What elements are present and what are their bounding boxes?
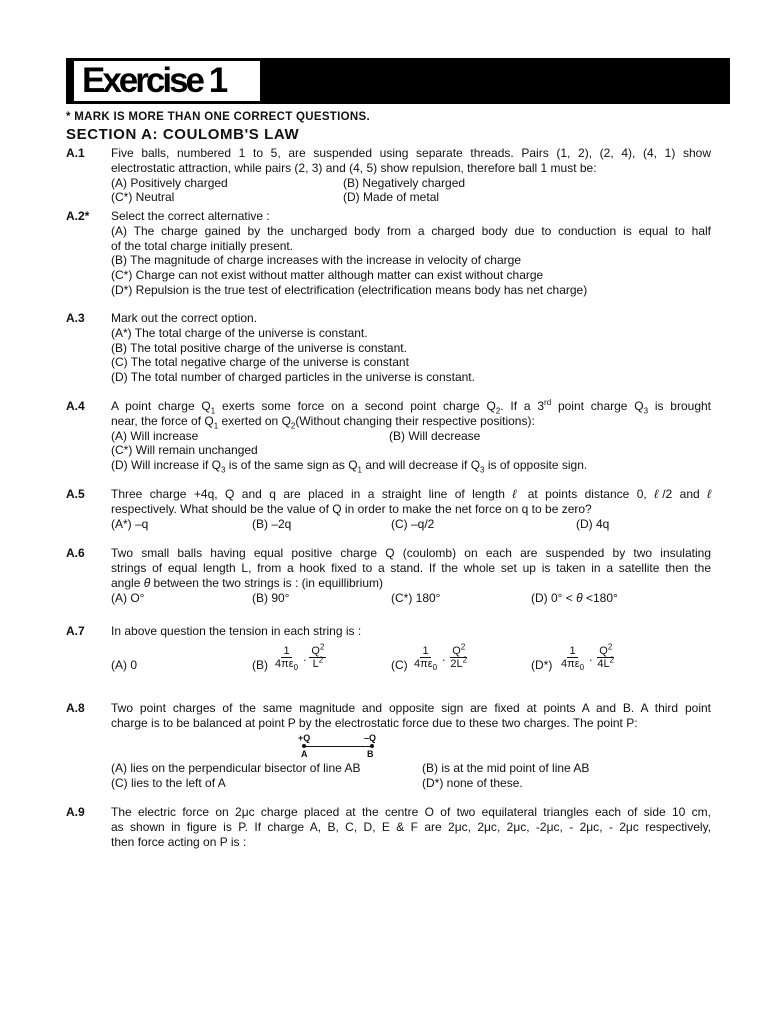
- question-text: near, the force of $Q_1$ exerted on $Q_2(Without$ changing their respective positions):: [111, 413, 535, 431]
- option-d-label: (D*): [531, 657, 553, 672]
- option-d: (D) 0° < θ <180°: [531, 591, 618, 606]
- question-text: strings of equal length L, from a hook fixed to a stand. If the whole set up is taken in a satellite then the: [111, 560, 711, 575]
- option-c-label: (C): [391, 657, 408, 672]
- question-text: as shown in figure is P. If charge A, B, C, D, E & F are 2μc, 2μc, 2μc, -2μc, - 2μc, - 2μc respectively,: [111, 819, 712, 834]
- plus-q-text: +Q: [298, 733, 311, 743]
- line-ab: [304, 746, 372, 747]
- option-c-formula: $\frac{1}{4\pi\varepsilon_0}$ . $\frac{Q^2}{2L^2}$: [414, 642, 468, 672]
- option-d: (D) Will increase if $Q_3$ is of the same sign as $Q_1$ and will decrease if $Q_3$ is of opposite sign.: [111, 458, 588, 475]
- question-text: electrostatic attraction, while pairs (2, 3) and (4, 5) show repulsion, therefore ball 1 must be:: [111, 160, 597, 175]
- point-b-dot: [370, 744, 374, 748]
- option-c: (C) lies to the left of A: [111, 775, 226, 790]
- option-a-cont: of the total charge initially present.: [111, 238, 294, 253]
- question-text: The electric force on 2μc charge placed at the centre O of two equilateral triangles each of side 10 cm,: [111, 805, 711, 819]
- question-text: charge is to be balanced at point P by the electrostatic force due to these two charges. The point P:: [111, 715, 638, 730]
- question-number: A.4: [66, 399, 85, 413]
- point-a-label: A: [301, 749, 308, 759]
- minus-q-text: –Q: [364, 733, 377, 743]
- option-b-label: (B): [252, 657, 268, 672]
- option-a: (A) lies on the perpendicular bisector of line AB: [111, 761, 361, 775]
- ab-diagram-box: [298, 733, 388, 763]
- question-text: Select the correct alternative :: [111, 209, 270, 223]
- multiple-correct-note: * MARK IS MORE THAN ONE CORRECT QUESTIONS.: [66, 111, 370, 123]
- question-text: angle θ between the two strings is : (in equillibrium): [111, 575, 383, 590]
- question-number: A.3: [66, 311, 85, 325]
- option-c: (C) The total negative charge of the universe is constant: [111, 355, 409, 370]
- banner-title-box: [74, 61, 260, 101]
- option-b: (B) 90°: [252, 591, 290, 606]
- option-d: (D*) none of these.: [422, 775, 523, 790]
- option-c: (C*) Will remain unchanged: [111, 443, 258, 458]
- option-b: (B) The total positive charge of the universe is constant.: [111, 340, 407, 355]
- option-c: (C) –q/2: [391, 516, 435, 531]
- option-a: (A) 0: [111, 657, 138, 672]
- question-text: Two point charges of the same magnitude and opposite sign are fixed at points A and B. A third point: [111, 701, 711, 715]
- question-text: Mark out the correct option.: [111, 311, 258, 325]
- option-a: (A) Positively charged: [111, 175, 228, 190]
- option-a: (A) Will increase: [111, 428, 199, 443]
- option-b-formula: $\frac{1}{4\pi\varepsilon_0}$ . $\frac{Q^2}{L^2}$: [275, 642, 325, 672]
- option-b: (B) Negatively charged: [343, 175, 466, 190]
- question-number: A.9: [66, 805, 85, 819]
- question-text: then force acting on P is :: [111, 834, 247, 849]
- point-b-label: B: [367, 749, 374, 759]
- question-number: A.1: [66, 146, 85, 160]
- option-a: (A) The charge gained by the uncharged body from a charged body due to conduction is equal to half: [111, 223, 711, 238]
- option-d: (D) Made of metal: [343, 190, 440, 205]
- point-a-dot: [302, 744, 306, 748]
- option-a: (A*) –q: [111, 516, 149, 531]
- question-number: A.2*: [66, 209, 90, 223]
- question-number: A.7: [66, 624, 85, 638]
- exercise-banner: [66, 58, 730, 104]
- option-d: (D*) Repulsion is the true test of electrification (electrification means body has net charge): [111, 282, 588, 297]
- question-text: Two small balls having equal positive charge Q (coulomb) on each are suspended by two insulating: [111, 546, 711, 560]
- option-d: (D) 4q: [576, 516, 610, 531]
- option-c: (C*) 180°: [391, 591, 441, 606]
- option-c: (C*) Charge can not exist without matter although matter can exist without charge: [111, 268, 544, 283]
- option-b: (B) –2q: [252, 516, 292, 531]
- question-text: In above question the tension in each string is :: [111, 624, 362, 638]
- option-d-formula: $\frac{1}{4\pi\varepsilon_0}$ . $\frac{Q^2}{4L^2}$: [561, 642, 615, 672]
- section-heading: SECTION A: COULOMB'S LAW: [66, 126, 300, 143]
- question-text: A point charge $Q_1$ exerts some force on a second point charge $Q_2$. If a 3rd point charge $Q_3$ is brought: [111, 398, 711, 416]
- question-number: A.5: [66, 487, 85, 501]
- question-text: Five balls, numbered 1 to 5, are suspended using separate threads. Pairs (1, 2), (2, 4), (4, 1) show: [111, 146, 711, 160]
- question-text: Three charge +4q, Q and q are placed in a straight line of length ℓ at points distance 0, ℓ/2 and ℓ: [111, 487, 711, 501]
- option-d: (D) The total number of charged particles in the universe is constant.: [111, 370, 475, 385]
- option-a: (A) O°: [111, 591, 145, 606]
- question-number: A.6: [66, 546, 85, 560]
- option-b: (B) The magnitude of charge increases with the increase in velocity of charge: [111, 253, 521, 268]
- option-b: (B) is at the mid point of line AB: [422, 761, 590, 775]
- option-b: (B) Will decrease: [389, 428, 481, 443]
- question-text: respectively. What should be the value of Q in order to make the net force on q to be zero?: [111, 501, 592, 516]
- question-number: A.8: [66, 701, 85, 715]
- option-a: (A*) The total charge of the universe is constant.: [111, 325, 368, 340]
- option-c: (C*) Neutral: [111, 190, 175, 205]
- exercise-title: Exercise 1: [82, 61, 226, 100]
